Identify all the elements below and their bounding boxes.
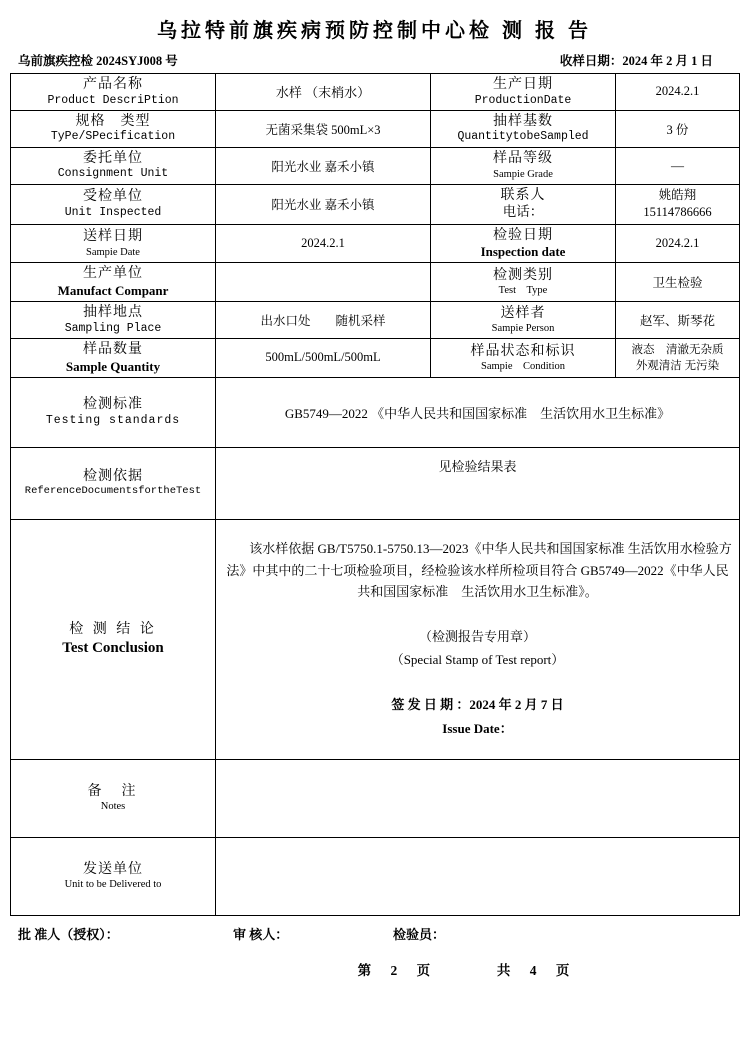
total-number: 4 bbox=[529, 962, 539, 978]
table-row bbox=[11, 519, 740, 759]
label-sample-quantity: 样品数量 Sample Quantity bbox=[11, 339, 216, 378]
label-test-conclusion: 检 测 结 论 Test Conclusion bbox=[11, 519, 216, 759]
label-inspection-date: 检验日期 Inspection date bbox=[431, 224, 616, 263]
label-sampling-place: 抽样地点 Sampling Place bbox=[11, 302, 216, 339]
table-row bbox=[11, 339, 740, 378]
value-delivered-to bbox=[216, 837, 740, 915]
value-test-conclusion bbox=[216, 519, 740, 759]
label-sample-condition: 样品状态和标识 Sampie Condition bbox=[431, 339, 616, 378]
value-qty-sampled: 3 份 bbox=[616, 110, 740, 147]
value-product-name: 水样 （末梢水） bbox=[216, 74, 431, 111]
receive-date: 收样日期：2024 年 2 月 1 日 bbox=[559, 54, 713, 68]
value-production-date: 2024.2.1 bbox=[616, 74, 740, 111]
approver-label: 批 准人（授权）： bbox=[18, 926, 119, 942]
label-sample-grade: 样品等级 Sampie Grade bbox=[431, 147, 616, 184]
value-sample-quantity: 500mL/500mL/500mL bbox=[216, 339, 431, 378]
page-label: 第 bbox=[357, 962, 374, 978]
value-sample-grade: — bbox=[616, 147, 740, 184]
page-footer bbox=[10, 959, 739, 979]
report-meta bbox=[10, 51, 739, 73]
label-spec: 规格 类型 TyPe/SPecification bbox=[11, 110, 216, 147]
value-unit-inspected: 阳光水业 嘉禾小镇 bbox=[216, 184, 431, 224]
table-row bbox=[11, 224, 740, 263]
label-test-type: 检测类别 Test Type bbox=[431, 263, 616, 302]
label-manufacturer: 生产单位 Manufact Companr bbox=[11, 263, 216, 302]
table-row bbox=[11, 74, 740, 111]
label-sample-date: 送样日期 Sampie Date bbox=[11, 224, 216, 263]
value-contact: 姚皓翔 15114786666 bbox=[616, 184, 740, 224]
table-row bbox=[11, 263, 740, 302]
value-testing-standards: GB5749—2022 《中华人民共和国国家标准 生活饮用水卫生标准》 bbox=[216, 377, 740, 447]
value-spec: 无菌采集袋 500mL×3 bbox=[216, 110, 431, 147]
label-reference-documents: 检测依据 ReferenceDocumentsfortheTest bbox=[11, 447, 216, 519]
total-label: 共 bbox=[496, 962, 513, 978]
label-notes: 备 注 Notes bbox=[11, 759, 216, 837]
label-production-date: 生产日期 ProductionDate bbox=[431, 74, 616, 111]
label-unit-inspected: 受检单位 Unit Inspected bbox=[11, 184, 216, 224]
table-row bbox=[11, 147, 740, 184]
value-consignment-unit: 阳光水业 嘉禾小镇 bbox=[216, 147, 431, 184]
table-row bbox=[11, 377, 740, 447]
value-manufacturer bbox=[216, 263, 431, 302]
table-row bbox=[11, 110, 740, 147]
value-sample-condition: 液态 清澈无杂质 外观清洁 无污染 bbox=[616, 339, 740, 378]
report-table bbox=[10, 73, 740, 916]
label-delivered-to: 发送单位 Unit to be Delivered to bbox=[11, 837, 216, 915]
label-qty-sampled: 抽样基数 QuantitytobeSampled bbox=[431, 110, 616, 147]
label-consignment-unit: 委托单位 Consignment Unit bbox=[11, 147, 216, 184]
conclusion-body: 该水样依据 GB/T5750.1-5750.13—2023《中华人民共和国国家标准 生活饮用水检验方法》中其中的二十七项检验项目，经检验该水样所检项目符合 GB5749—2022《中华人民共和国国家标准 生活饮用水卫生标准》。 bbox=[226, 541, 732, 600]
reviewer-label: 审 核人： bbox=[233, 926, 289, 942]
label-contact: 联系人 电话： bbox=[431, 184, 616, 224]
value-reference-documents: 见检验结果表 bbox=[216, 447, 740, 519]
table-row bbox=[11, 447, 740, 519]
table-row bbox=[11, 837, 740, 915]
value-sampling-place: 出水口处 随机采样 bbox=[216, 302, 431, 339]
value-test-type: 卫生检验 bbox=[616, 263, 740, 302]
label-product-name: 产品名称 Product DescriPtion bbox=[11, 74, 216, 111]
value-sample-date: 2024.2.1 bbox=[216, 224, 431, 263]
conclusion-issue-date: 签 发 日 期 ：2024 年 2 月 7 日 Issue Date： bbox=[391, 697, 564, 736]
total-unit: 页 bbox=[555, 962, 572, 978]
report-number: 乌前旗疾控检 2024SYJ008 号 bbox=[18, 54, 178, 68]
label-sample-person: 送样者 Sampie Person bbox=[431, 302, 616, 339]
value-notes bbox=[216, 759, 740, 837]
inspector-label: 检验员： bbox=[393, 926, 446, 942]
table-row bbox=[11, 184, 740, 224]
table-row bbox=[11, 302, 740, 339]
signature-row bbox=[10, 916, 739, 943]
page-unit: 页 bbox=[416, 962, 433, 978]
value-inspection-date: 2024.2.1 bbox=[616, 224, 740, 263]
page-number: 2 bbox=[390, 962, 400, 978]
table-row bbox=[11, 759, 740, 837]
value-sample-person: 赵军、斯琴花 bbox=[616, 302, 740, 339]
label-testing-standards: 检测标准 Testing standards bbox=[11, 377, 216, 447]
conclusion-stamp: （检测报告专用章） （Special Stamp of Test report） bbox=[390, 628, 565, 668]
page-title: 乌拉特前旗疾病预防控制中心检 测 报 告 bbox=[157, 20, 592, 42]
